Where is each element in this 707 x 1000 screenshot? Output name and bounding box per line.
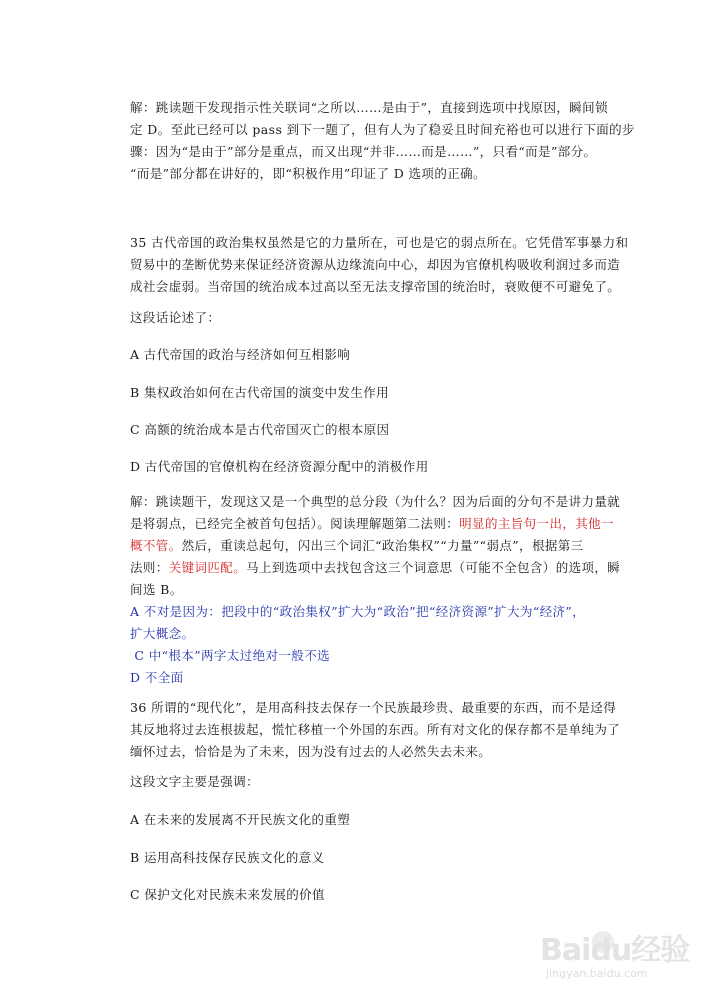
note-line: D 不全面 <box>130 670 184 685</box>
explanation-34-line: 定 D。至此已经可以 pass 到下一题了，但有人为了稳妥且时间充裕也可以进行下面的步 <box>130 122 635 137</box>
explanation-35 <box>130 491 621 601</box>
explanation-text: 马上到选项中去找包含这三个词意思（可能不全包含）的选项，瞬 <box>246 560 621 575</box>
note-line: C 中“根本”两字太过绝对一般不选 <box>130 648 330 663</box>
explanation-35-line: 间选 B。 <box>130 582 183 597</box>
highlight-rule-2-end: 概不管。 <box>130 538 182 553</box>
explanation-34-line: 解：跳读题干发现指示性关联词“之所以……是由于”，直接到选项中找原因，瞬间锁 <box>130 100 608 115</box>
question-35-option-b: B 集权政治如何在古代帝国的演变中发生作用 <box>130 385 390 400</box>
explanation-text: 是将弱点，已经完全被首句包括）。阅读理解题第二法则： <box>130 516 460 531</box>
note-line: A 不对是因为：把段中的“政治集权”扩大为“政治”把“经济资源”扩大为“经济”， <box>130 604 586 619</box>
explanation-35-line <box>130 557 621 579</box>
explanation-text: 然后，重读总起句，闪出三个词汇“政治集权”“力量”“弱点”，根据第三 <box>181 538 584 553</box>
question-36-prompt: 这段文字主要是强调： <box>130 774 260 789</box>
highlight-rule-2: 明显的主旨句一出，其他一 <box>459 516 614 531</box>
question-36-passage <box>130 697 621 763</box>
explanation-34-line: 骤：因为“是由于”部分是重点，而又出现“并非……而是……”，只看“而是”部分。 <box>130 144 597 159</box>
question-35-option-c: C 高额的统治成本是古代帝国灭亡的根本原因 <box>130 422 390 437</box>
question-36-option-a: A 在未来的发展离不开民族文化的重塑 <box>130 812 351 827</box>
baidu-jingyan-watermark <box>540 925 700 995</box>
passage-line: 35 古代帝国的政治集权虽然是它的力量所在，可也是它的弱点所在。它凭借军事暴力和 <box>130 235 629 250</box>
passage-line: 贸易中的垄断优势来保证经济资源从边缘流向中心，却因为官僚机构吸收利润过多而造 <box>130 257 621 272</box>
watermark-url: jingyan.baidu.com <box>546 967 648 980</box>
note-line: 扩大概念。 <box>130 626 195 641</box>
question-36-option-b: B 运用高科技保存民族文化的意义 <box>130 850 325 865</box>
explanation-text: 法则： <box>130 560 169 575</box>
passage-line: 缅怀过去，恰恰是为了未来，因为没有过去的人必然失去未来。 <box>130 744 492 759</box>
highlight-rule-3: 关键词匹配。 <box>168 560 247 575</box>
passage-line: 成社会虚弱。当帝国的统治成本过高以至无法支撑帝国的统治时，衰败便不可避免了。 <box>130 279 621 294</box>
question-35-option-a: A 古代帝国的政治与经济如何互相影响 <box>130 347 351 362</box>
question-35-option-d: D 古代帝国的官僚机构在经济资源分配中的消极作用 <box>130 459 429 474</box>
question-35-prompt: 这段话论述了： <box>130 310 221 325</box>
question-36-option-c: C 保护文化对民族未来发展的价值 <box>130 887 325 902</box>
passage-line: 其反地将过去连根拔起，慌忙移植一个外国的东西。所有对文化的保存都不是单纯为了 <box>130 722 621 737</box>
watermark-logo: Baidu经验 <box>540 933 690 968</box>
question-35-notes <box>130 601 610 689</box>
explanation-35-line <box>130 513 614 535</box>
explanation-34 <box>130 97 635 185</box>
passage-line: 36 所谓的“现代化”，是用高科技去保存一个民族最珍贵、最重要的东西，而不是迳得 <box>130 700 617 715</box>
explanation-35-line: 解：跳读题干，发现这又是一个典型的总分段（为什么？因为后面的分句不是讲力量就 <box>130 494 621 509</box>
question-35-passage <box>130 232 629 298</box>
explanation-35-line <box>130 535 610 557</box>
explanation-34-line: “而是”部分都在讲好的，即“积极作用”印证了 D 选项的正确。 <box>130 166 486 181</box>
